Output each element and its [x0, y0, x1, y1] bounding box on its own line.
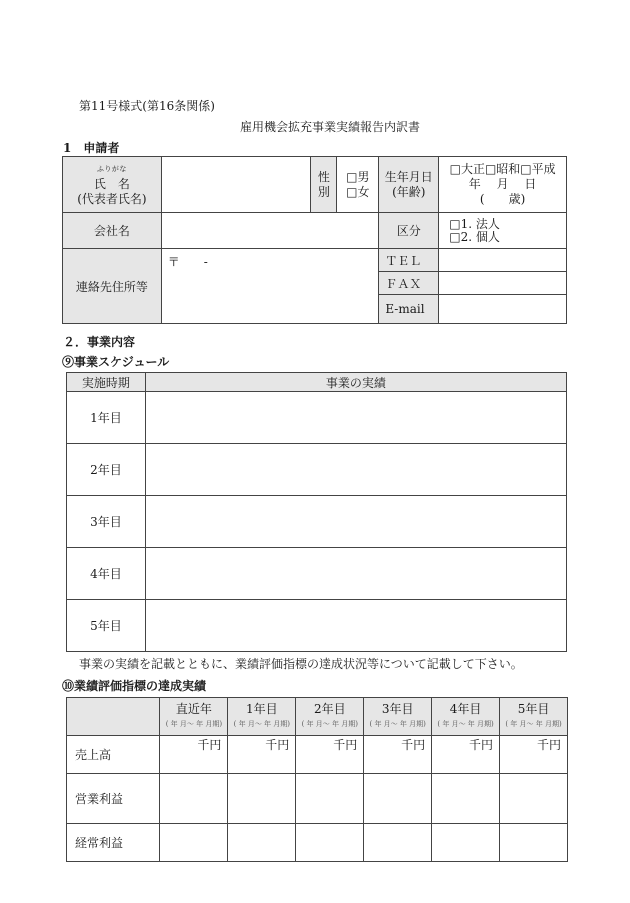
year-label: 4年目: [67, 548, 146, 600]
unit-label: 千円: [333, 738, 358, 752]
gender-male-checkbox[interactable]: □男: [346, 169, 370, 184]
schedule-heading: ⑨事業スケジュール: [62, 355, 170, 369]
perf-corner-cell: [67, 698, 160, 736]
year-label: 2年目: [67, 444, 146, 496]
category-corporation-checkbox[interactable]: □1. 法人: [449, 216, 500, 231]
unit-label: 千円: [265, 738, 290, 752]
era-checkboxes[interactable]: □大正□昭和□平成: [449, 162, 556, 176]
birth-label-2: (年齢): [392, 184, 426, 199]
perf-col-header: 直近年 ( 年 月～ 年 月期): [160, 698, 228, 736]
name-label-cell: [63, 157, 162, 213]
fax-label: ＦＡＸ: [379, 272, 439, 295]
year-results-input[interactable]: [145, 444, 566, 496]
category-individual-checkbox[interactable]: □2. 個人: [449, 229, 500, 244]
name-input[interactable]: [161, 157, 311, 213]
perf-value-input[interactable]: [364, 736, 432, 774]
perf-value-input[interactable]: [160, 736, 228, 774]
unit-label: 千円: [536, 738, 561, 752]
schedule-table: [66, 372, 567, 652]
fax-input[interactable]: [439, 272, 567, 295]
unit-label: 千円: [401, 738, 426, 752]
instruction-note: 事業の実績を記載とともに、業績評価指標の達成状況等について記載して下さい。: [79, 657, 523, 671]
year-results-input[interactable]: [145, 600, 566, 652]
year-results-input[interactable]: [145, 496, 566, 548]
year-label: 5年目: [67, 600, 146, 652]
perf-row-label: 売上高: [67, 736, 160, 774]
performance-table: [66, 697, 568, 862]
category-options: [439, 213, 567, 249]
postal-mark: 〒 -: [167, 255, 208, 269]
perf-value-input[interactable]: [432, 736, 500, 774]
year-label: 3年目: [67, 496, 146, 548]
address-input[interactable]: [161, 249, 379, 324]
perf-value-input[interactable]: [160, 824, 228, 862]
section1-heading: 1 申請者: [63, 141, 120, 155]
document-title: 雇用機会拡充事業実績報告内訳書: [240, 120, 421, 134]
perf-value-input[interactable]: [296, 736, 364, 774]
birth-label-1: 生年月日: [384, 169, 433, 184]
form-number: 第11号様式(第16条関係): [79, 99, 215, 113]
perf-value-input[interactable]: [500, 824, 568, 862]
company-input[interactable]: [161, 213, 379, 249]
unit-label: 千円: [197, 738, 222, 752]
gender-label-1: 性: [317, 169, 330, 184]
email-label: E-mail: [379, 295, 439, 324]
perf-col-header: 4年目 ( 年 月～ 年 月期): [432, 698, 500, 736]
gender-label-2: 別: [317, 184, 330, 199]
age-field: ( 歳): [479, 192, 526, 206]
applicant-table: [62, 156, 567, 324]
perf-col-header: 1年目 ( 年 月～ 年 月期): [228, 698, 296, 736]
col-results-header: 事業の実績: [145, 373, 566, 392]
email-input[interactable]: [439, 295, 567, 324]
company-label: 会社名: [63, 213, 162, 249]
perf-value-input[interactable]: [364, 824, 432, 862]
perf-value-input[interactable]: [296, 824, 364, 862]
birth-input[interactable]: [439, 157, 567, 213]
birth-ymd: 年 月 日: [468, 177, 537, 191]
gender-options: [337, 157, 379, 213]
perf-col-header: 3年目 ( 年 月～ 年 月期): [364, 698, 432, 736]
perf-row-label: 経常利益: [67, 824, 160, 862]
year-results-input[interactable]: [145, 548, 566, 600]
col-period-header: 実施時期: [67, 373, 146, 392]
gender-female-checkbox[interactable]: □女: [346, 184, 370, 199]
perf-row-label: 営業利益: [67, 774, 160, 824]
year-label: 1年目: [67, 392, 146, 444]
perf-value-input[interactable]: [160, 774, 228, 824]
perf-col-header: 2年目 ( 年 月～ 年 月期): [296, 698, 364, 736]
tel-label: ＴＥＬ: [379, 249, 439, 272]
perf-value-input[interactable]: [296, 774, 364, 824]
birth-label-cell: [379, 157, 439, 213]
address-label: 連絡先住所等: [63, 249, 162, 324]
year-results-input[interactable]: [145, 392, 566, 444]
perf-value-input[interactable]: [228, 774, 296, 824]
perf-value-input[interactable]: [228, 824, 296, 862]
unit-label: 千円: [469, 738, 494, 752]
section2-heading: ２．事業内容: [63, 335, 136, 349]
perf-value-input[interactable]: [228, 736, 296, 774]
perf-col-header: 5年目 ( 年 月～ 年 月期): [500, 698, 568, 736]
name-sub-label: (代表者氏名): [77, 192, 147, 206]
perf-value-input[interactable]: [364, 774, 432, 824]
gender-label-cell: [311, 157, 337, 213]
perf-value-input[interactable]: [432, 824, 500, 862]
name-label: 氏 名: [93, 177, 130, 191]
category-label: 区分: [379, 213, 439, 249]
perf-value-input[interactable]: [500, 774, 568, 824]
tel-input[interactable]: [439, 249, 567, 272]
perf-value-input[interactable]: [432, 774, 500, 824]
perf-value-input[interactable]: [500, 736, 568, 774]
furigana-label: ふりがな: [96, 165, 127, 173]
perf-heading: ⑩業績評価指標の達成実績: [62, 679, 207, 693]
